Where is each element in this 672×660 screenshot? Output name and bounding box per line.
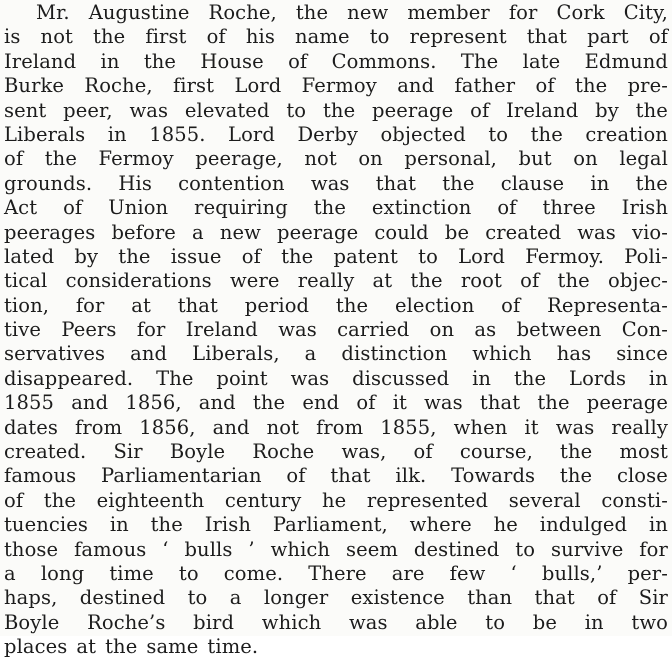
article-line [4,1,668,25]
word: the [410,269,443,293]
word: of [470,98,490,122]
word: to [178,561,199,585]
word: and [130,342,168,366]
word: Liberals, [192,342,280,366]
word: of [356,391,376,415]
article-line [4,635,668,659]
word: was [348,610,388,634]
article-line [4,416,668,440]
word: of [4,147,24,171]
word: considerations [65,269,212,293]
word: distinction [341,342,448,366]
word: where [409,513,472,537]
word: from [75,415,123,439]
word: time. [207,635,259,659]
word: tical [4,269,48,293]
word: Representa- [547,293,668,317]
word: The [156,366,194,390]
word: at [76,635,97,659]
word: Lord [234,74,282,98]
word: root [460,269,502,293]
word: same [146,635,199,659]
word: Poli- [624,244,668,268]
word: has [556,342,592,366]
word: in [590,171,610,195]
word: Liberals [4,122,86,146]
word: Burke [4,74,65,98]
article-line [4,538,668,562]
word: end [302,391,340,415]
word: late [522,49,561,73]
word: bird [193,610,235,634]
word: Irish [204,513,252,537]
word: on [429,318,455,342]
article-line [4,99,668,123]
word: that [479,391,521,415]
word: point [216,366,268,390]
word: to [488,122,509,146]
word: between [516,318,602,342]
word: dates [4,415,58,439]
word: peerages [4,220,96,244]
word: the [442,171,475,195]
word: he [321,488,347,512]
article-line [4,611,668,635]
article-line [4,464,668,488]
word: requiring [194,196,288,220]
word: for [639,537,668,561]
word: Edmund [584,49,668,73]
word: ’ [248,537,255,561]
word: the [335,293,369,317]
word: was [278,318,317,342]
word: at [372,269,393,293]
word: in [472,366,492,390]
word: Boyle [169,440,226,464]
word: was [290,366,330,390]
word: Boyle [4,610,60,634]
word: carried [337,318,410,342]
word: Con- [621,318,668,342]
word: the [557,269,590,293]
word: really [297,269,355,293]
word: Roche, [84,74,153,98]
word: for [75,293,105,317]
word: few [449,561,486,585]
article-line [4,123,668,147]
word: those [4,537,59,561]
word: eighteenth [96,488,205,512]
word: ilk. [395,464,427,488]
word: that [375,171,417,195]
word: the [43,488,77,512]
word: the [295,1,329,24]
word: was [577,220,616,244]
word: of [520,269,540,293]
word: father [454,74,516,98]
word: peerage [372,98,454,122]
word: the [93,25,126,49]
article-line [4,269,668,293]
word: Commons. [331,49,437,73]
word: on [358,147,383,171]
word: extinction [371,196,472,220]
word: 1855. [149,122,206,146]
word: was [310,171,350,195]
word: a [191,220,204,244]
word: represent [409,25,507,49]
word: a [229,586,242,610]
word: lated [4,244,55,268]
article-line [4,367,668,391]
word: as [474,318,497,342]
word: the [313,196,346,220]
word: haps, [4,586,58,610]
word: Roche’s [87,610,166,634]
word: of [535,74,555,98]
word: when [453,415,508,439]
word: was [555,415,595,439]
word: peer, [63,98,113,122]
word: from [316,415,364,439]
word: the [513,366,547,390]
word: first [145,25,187,49]
word: election [394,293,475,317]
word: the [105,635,138,659]
word: and [71,391,109,415]
word: be [532,610,557,634]
word: and [212,415,250,439]
word: vio- [631,220,668,244]
word: famous [4,464,77,488]
word: he [493,513,518,537]
article-line [4,196,668,220]
word: survive [550,537,624,561]
word: on [573,147,598,171]
word: Lord [228,122,275,146]
word: elevated [184,98,270,122]
word: destined [413,537,500,561]
word: Augustine [88,1,190,24]
word: but [518,147,552,171]
word: 1856, [139,415,196,439]
word: Sir [638,586,668,610]
word: the [143,49,177,73]
word: the [530,122,563,146]
article-body [4,1,668,660]
word: in [100,49,120,73]
word: ‘ [162,537,169,561]
word: seem [346,537,398,561]
word: longer [263,586,329,610]
word: the [560,440,593,464]
word: the [635,171,668,195]
word: was [129,98,169,122]
word: were [230,269,280,293]
word: in [584,610,604,634]
word: destined [79,586,166,610]
word: Derby [297,122,358,146]
word: to [369,25,390,49]
word: to [515,537,536,561]
word: really [611,415,668,439]
article-line [4,147,668,171]
word: of [501,293,521,317]
word: sent [4,98,47,122]
word: objec- [608,269,668,293]
word: the [44,147,77,171]
word: his [245,25,275,49]
word: personal, [404,147,497,171]
word: There [308,561,367,585]
word: to [187,586,208,610]
article-line [4,74,668,98]
word: for [508,1,538,24]
word: it [392,391,407,415]
word: peerage, [195,147,283,171]
word: Sir [113,440,143,464]
article-line [4,172,668,196]
word: close [616,464,668,488]
word: most [619,440,668,464]
word: Ireland [4,49,77,73]
word: the [537,391,570,415]
word: for [136,318,166,342]
article-line [4,562,668,586]
word: are [391,561,425,585]
word: member [407,1,490,24]
word: Act [4,196,38,220]
word: in [648,366,668,390]
word: was, [341,440,387,464]
word: tion, [4,293,50,317]
word: Irish [621,196,668,220]
word: able [415,610,458,634]
word: be [444,220,470,244]
word: Cork [556,1,605,24]
word: bulls,’ [541,561,603,585]
word: tive [4,318,42,342]
word: Lords [569,366,627,390]
word: of [288,49,308,73]
word: The [460,49,499,73]
word: before [111,220,176,244]
word: that [177,293,218,317]
article-line [4,342,668,366]
word: grounds. [4,171,93,195]
word: time [109,561,154,585]
word: disappeared. [4,366,134,390]
word: consti- [601,488,668,512]
word: 1856, [125,391,182,415]
word: legal [619,147,668,171]
word: His [118,171,152,195]
word: the [575,74,608,98]
article-line [4,440,668,464]
word: several [508,488,581,512]
word: which [261,610,322,634]
word: the [281,244,314,268]
word: objected [380,122,466,146]
word: first [172,74,215,98]
word: Parliamentarian [101,464,262,488]
word: Roche, [208,1,277,24]
word: by [74,244,99,268]
word: which [472,342,532,366]
word: new [219,220,261,244]
word: come. [223,561,284,585]
word: at [131,293,151,317]
word: that [330,464,371,488]
word: City, [623,1,668,24]
article-line [4,489,668,513]
word: servatives [4,342,106,366]
word: issue [170,244,222,268]
word: Lord [458,244,506,268]
word: two [631,610,668,634]
word: of [413,440,433,464]
word: it [524,415,539,439]
word: long [40,561,85,585]
word: places [4,635,68,659]
word: peerage [586,391,668,415]
word: House [200,49,264,73]
word: Fermoy [301,74,377,98]
word: Ireland [506,98,579,122]
word: by [595,98,619,122]
word: of [286,464,306,488]
word: of [241,244,261,268]
word: existence [350,586,445,610]
word: name [295,25,350,49]
word: that [526,25,567,49]
word: famous [74,537,147,561]
word: peerage [277,220,359,244]
word: was [424,391,463,415]
word: that [534,586,575,610]
word: not [266,415,300,439]
word: in [648,513,668,537]
word: of [497,196,517,220]
word: since [616,342,668,366]
word: of [4,488,24,512]
word: a [4,561,16,585]
word: creation [585,122,668,146]
article-line [4,245,668,269]
word: to [418,244,438,268]
word: of [597,586,617,610]
word: of [648,25,668,49]
word: Fermoy. [525,244,605,268]
article-line [4,391,668,415]
word: indulged [539,513,628,537]
article-line [4,513,668,537]
word: and [397,74,435,98]
word: and [198,391,236,415]
word: Union [108,196,169,220]
word: to [485,610,506,634]
word: the [559,464,593,488]
word: per- [627,561,668,585]
word: new [347,1,389,24]
word: of [206,25,226,49]
word: clause [500,171,565,195]
word: which [270,537,331,561]
word: Mr. [36,1,70,24]
word: the [150,513,183,537]
word: discussed [352,366,450,390]
word: patent [333,244,398,268]
word: the [252,391,286,415]
article-line [4,221,668,245]
word: Ireland [185,318,258,342]
article-line [4,50,668,74]
word: not [304,147,337,171]
article-line [4,294,668,318]
word: Fermoy [98,147,174,171]
word: bulls [184,537,233,561]
word: in [109,513,129,537]
word: the [322,98,356,122]
word: not [40,25,73,49]
word: the [635,98,668,122]
word: created. [4,440,87,464]
word: to [286,98,307,122]
word: course, [459,440,533,464]
article-line [4,25,668,49]
word: contention [178,171,285,195]
word: Parliament, [272,513,388,537]
word: Peers [61,318,117,342]
word: 1855, [380,415,437,439]
word: a [304,342,317,366]
word: ‘ [510,561,517,585]
word: pre- [627,74,668,98]
article-line [4,318,668,342]
word: is [4,25,21,49]
word: 1855 [4,391,55,415]
word: century [224,488,302,512]
word: Towards [451,464,536,488]
word: the [118,244,151,268]
word: than [467,586,513,610]
word: could [374,220,429,244]
word: part [587,25,629,49]
article-line [4,586,668,610]
word: in [107,122,127,146]
word: three [542,196,596,220]
word: of [63,196,83,220]
word: Roche [252,440,315,464]
word: period [244,293,310,317]
word: created [485,220,562,244]
word: represented [366,488,489,512]
word: tuencies [4,513,88,537]
